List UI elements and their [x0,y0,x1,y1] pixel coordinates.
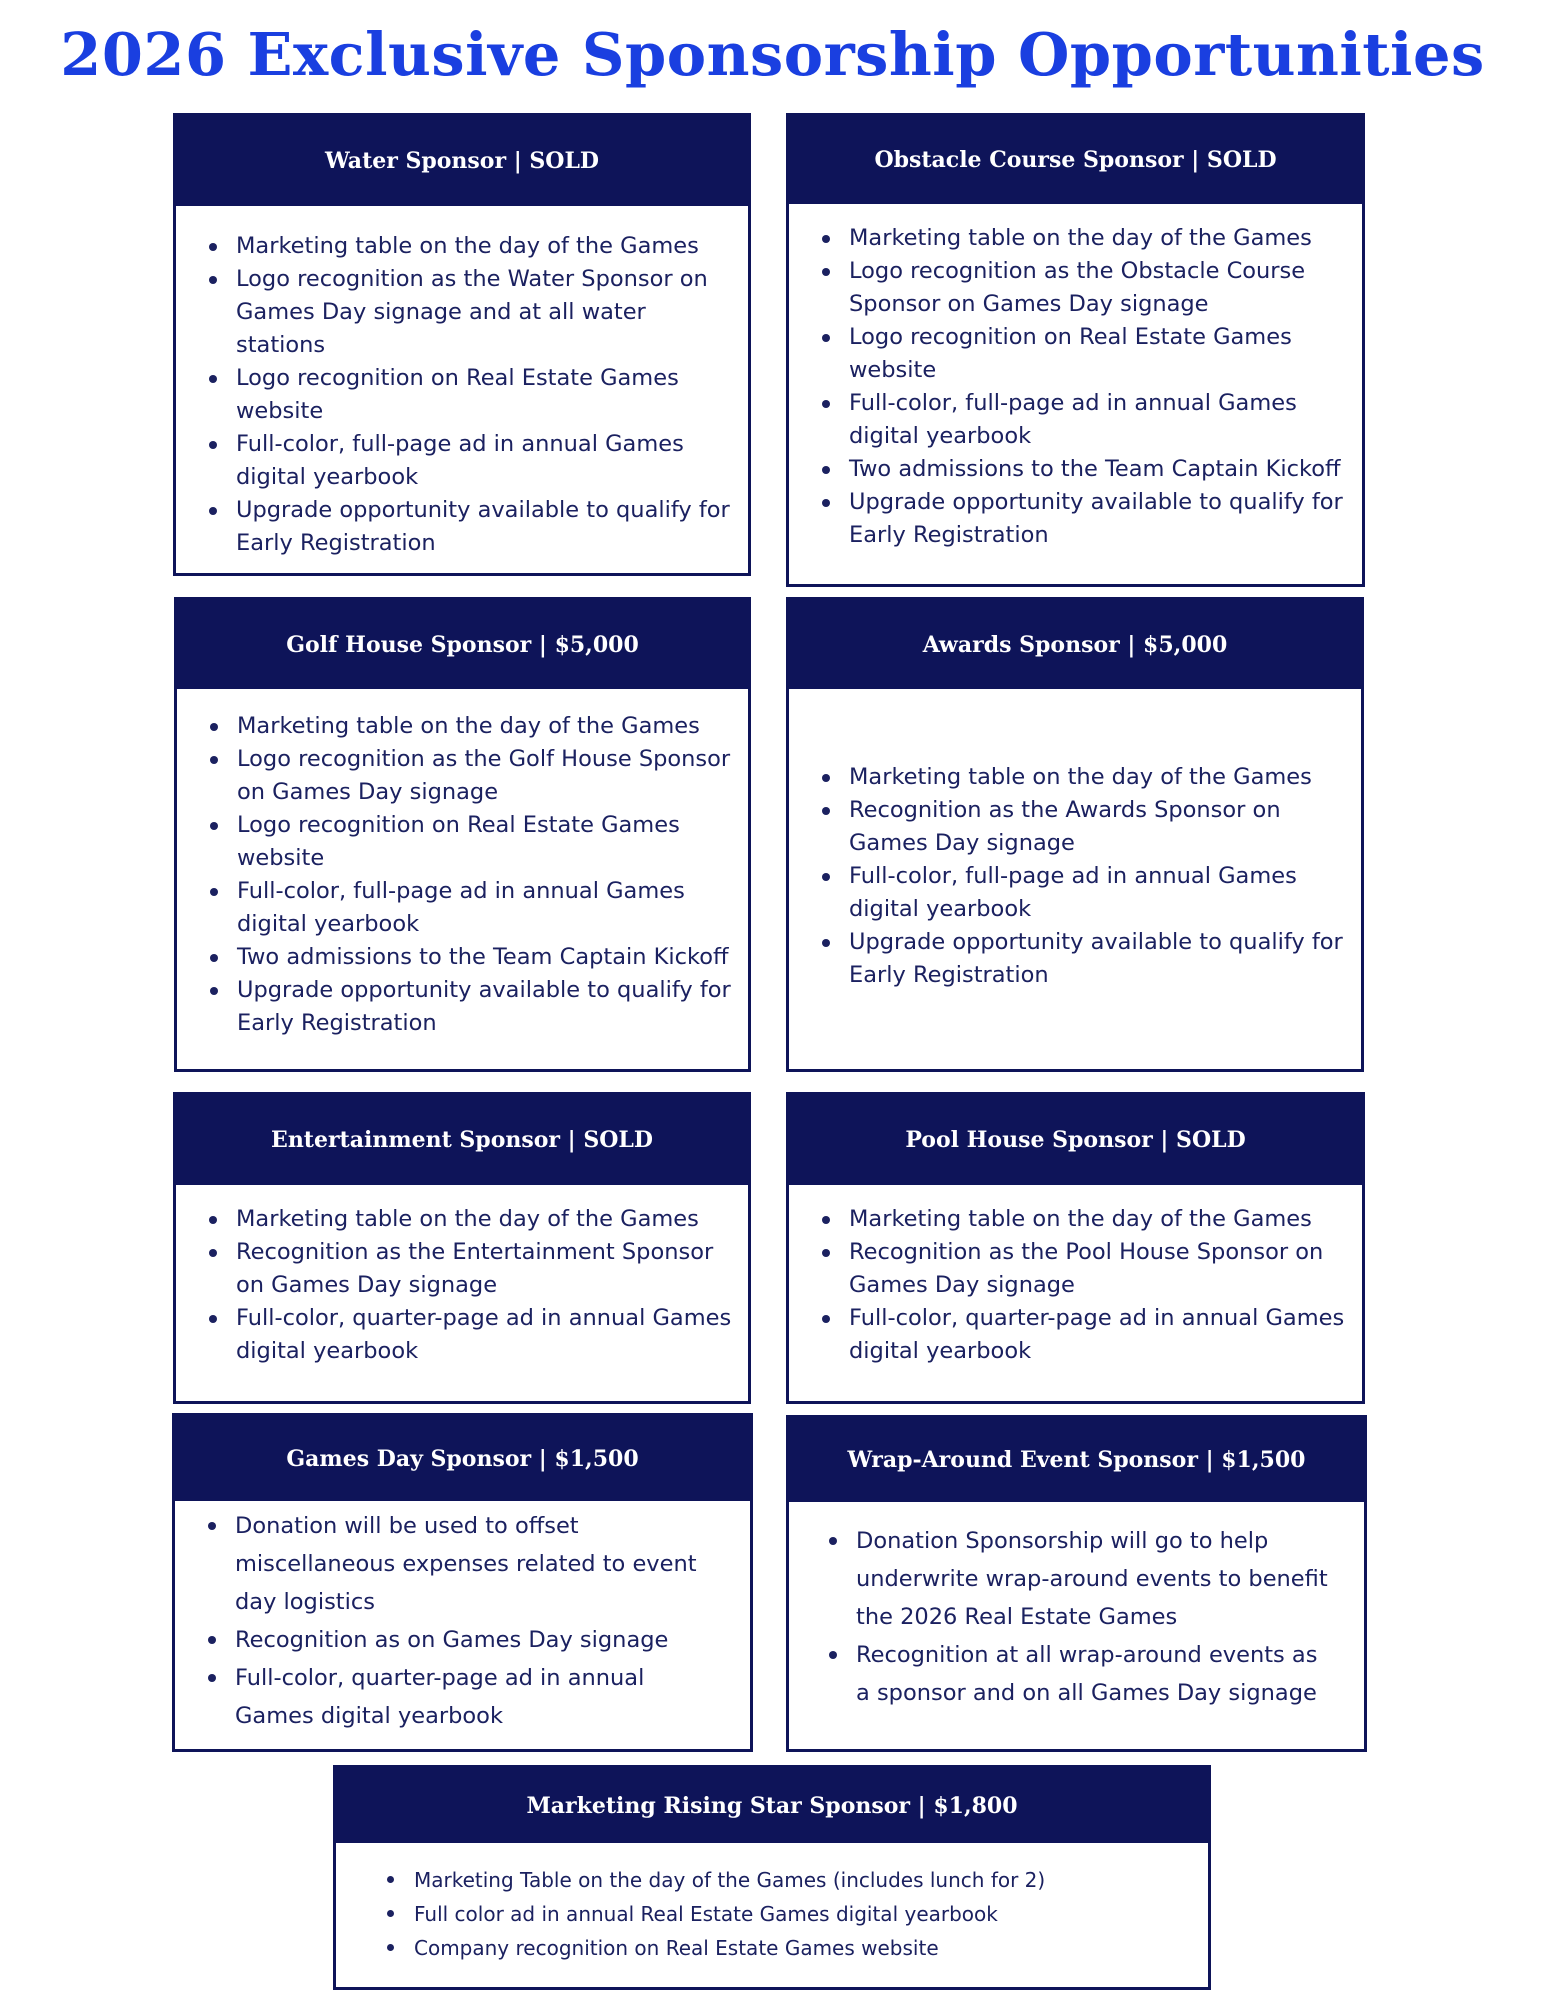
list-item: Upgrade opportunity available to qualify for Early Registration [849,486,1352,552]
card-wrap-around-event-sponsor [786,1415,1367,1752]
card-header: Entertainment Sponsor | SOLD [176,1095,748,1185]
list-item: Donation Sponsorship will go to help underwrite wrap-around events to benefit the 2026 Real Estate Games [856,1522,1334,1636]
card-body [175,1501,750,1749]
card-header: Obstacle Course Sponsor | SOLD [789,116,1362,204]
list-item: Marketing table on the day of the Games [849,222,1352,255]
list-item: Full color ad in annual Real Estate Games digital yearbook [414,1897,1198,1931]
card-header: Water Sponsor | SOLD [176,116,748,206]
list-item: Marketing table on the day of the Games [849,1203,1352,1236]
list-item: Recognition as on Games Day signage [235,1621,710,1659]
card-body [789,1502,1364,1749]
list-item: Full-color, full-page ad in annual Games digital yearbook [849,387,1352,453]
list-item: Upgrade opportunity available to qualify for Early Registration [236,494,738,560]
list-item: Logo recognition on Real Estate Games website [849,321,1352,387]
card-body [789,1185,1362,1401]
card-body [789,689,1361,1069]
list-item: Full-color, full-page ad in annual Games digital yearbook [237,875,738,941]
card-pool-house-sponsor [786,1092,1365,1404]
list-item: Recognition at all wrap-around events as a sponsor and on all Games Day signage [856,1636,1334,1712]
benefit-list [175,1507,750,1735]
list-item: Full-color, quarter-page ad in annual Games digital yearbook [236,1302,738,1368]
list-item: Upgrade opportunity available to qualify for Early Registration [849,926,1351,992]
list-item: Full-color, quarter-page ad in annual Games digital yearbook [235,1659,710,1735]
list-item: Full-color, quarter-page ad in annual Games digital yearbook [849,1302,1352,1368]
list-item: Marketing Table on the day of the Games (includes lunch for 2) [414,1863,1198,1897]
benefit-list [336,1863,1208,1965]
list-item: Upgrade opportunity available to qualify for Early Registration [237,974,738,1040]
card-body [789,204,1362,584]
list-item: Marketing table on the day of the Games [237,710,738,743]
list-item: Logo recognition on Real Estate Games website [236,362,738,428]
list-item: Donation will be used to offset miscellaneous expenses related to event day logistics [235,1507,710,1621]
benefit-list [789,1203,1362,1368]
list-item: Two admissions to the Team Captain Kickoff [849,453,1352,486]
list-item: Logo recognition as the Golf House Sponsor on Games Day signage [237,743,738,809]
list-item: Marketing table on the day of the Games [236,230,738,263]
list-item: Recognition as the Pool House Sponsor on Games Day signage [849,1236,1352,1302]
card-header: Games Day Sponsor | $1,500 [175,1416,750,1501]
list-item: Marketing table on the day of the Games [849,761,1351,794]
card-obstacle-course-sponsor [786,113,1365,587]
list-item: Logo recognition on Real Estate Games website [237,809,738,875]
list-item: Two admissions to the Team Captain Kickoff [237,941,738,974]
card-marketing-rising-star-sponsor [333,1765,1211,1990]
list-item: Marketing table on the day of the Games [236,1203,738,1236]
list-item: Logo recognition as the Obstacle Course Sponsor on Games Day signage [849,255,1352,321]
card-water-sponsor [173,113,751,576]
card-games-day-sponsor [172,1413,753,1752]
list-item: Recognition as the Awards Sponsor on Games Day signage [849,794,1351,860]
benefit-list [176,1203,748,1368]
benefit-list [176,230,748,560]
benefit-list [789,222,1362,552]
card-golf-house-sponsor [174,597,751,1072]
card-header: Wrap-Around Event Sponsor | $1,500 [789,1418,1364,1502]
list-item: Full-color, full-page ad in annual Games digital yearbook [849,860,1351,926]
card-body [336,1843,1208,1987]
list-item: Recognition as the Entertainment Sponsor on Games Day signage [236,1236,738,1302]
card-body [177,689,748,1069]
card-body [176,1185,748,1401]
card-header: Marketing Rising Star Sponsor | $1,800 [336,1768,1208,1843]
card-awards-sponsor [786,597,1364,1072]
card-entertainment-sponsor [173,1092,751,1404]
benefit-list [177,710,748,1040]
card-body [176,206,748,573]
list-item: Company recognition on Real Estate Games website [414,1931,1198,1965]
card-header: Awards Sponsor | $5,000 [789,600,1361,689]
page-title: 2026 Exclusive Sponsorship Opportunities [60,20,1485,89]
card-header: Pool House Sponsor | SOLD [789,1095,1362,1185]
list-item: Full-color, full-page ad in annual Games digital yearbook [236,428,738,494]
benefit-list [789,761,1361,992]
benefit-list [789,1522,1364,1712]
list-item: Logo recognition as the Water Sponsor on Games Day signage and at all water stations [236,263,738,362]
card-header: Golf House Sponsor | $5,000 [177,600,748,689]
